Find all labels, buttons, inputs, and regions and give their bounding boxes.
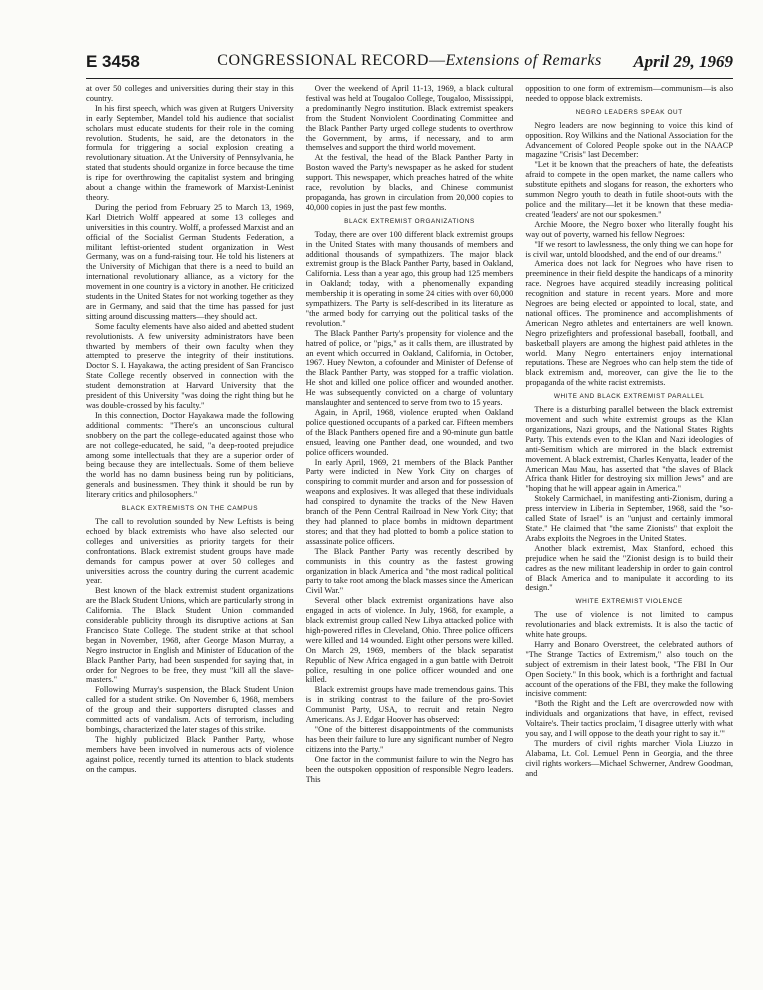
column-3 [525, 84, 733, 982]
paragraph: Following Murray's suspension, the Black Student Union called for a student strike. On November 6, 1968, members of the group and their supporters disrupted classes and committed acts of vandalism. Acts of terrorism, including bombings, characterized the later stages of this strike. [86, 685, 294, 734]
section-heading: BLACK EXTREMISTS ON THE CAMPUS [121, 505, 259, 513]
paragraph: opposition to one form of extremism—communism—is also needed to oppose black extremists. [525, 84, 734, 103]
paragraph: Stokely Carmichael, in manifesting anti-Zionism, during a press interview in Liberia in September, 1968, said the "so-called State of Israel" is an "unjust and certainly immoral State." He claimed that "the same Zionists" that exploit the Arabs exploits the Negroes in the United States. [525, 494, 734, 543]
section-heading: WHITE EXTREMIST VIOLENCE [575, 598, 683, 606]
text-columns [86, 84, 733, 982]
page-header [86, 52, 733, 79]
paragraph: The call to revolution sounded by New Leftists is being echoed by black extremists who have also selected our colleges and universities as priority targets for their confrontations. Black extremist student groups have made demands for campus power at over 50 colleges and universities across the country during the current academic year. [86, 516, 294, 586]
paragraph: Harry and Bonaro Overstreet, the celebrated authors of "The Strange Tactics of Extremism," also touch on the subject of extremism in their latest book, "The FBI In Our Open Society." In this book, which is a forthright and factual account of the operations of the FBI, they make the following incisive comment: [525, 639, 734, 699]
paragraph: Black extremist groups have made tremendous gains. This is in striking contrast to the failure of the pro-Soviet Communist Party, USA, to recruit and retain Negro Americans. As J. Edgar Hoover has observed: [305, 685, 514, 725]
paragraph: The Black Panther Party was recently described by communists in this country as the fastest growing organization in black America and "the most radical political party to take root among the black masses since the American Civil War." [305, 546, 514, 596]
page-number: E 3458 [86, 52, 140, 71]
issue-date: April 29, 1969 [633, 52, 733, 71]
section-heading: BLACK EXTREMIST ORGANIZATIONS [344, 217, 475, 225]
paragraph: at over 50 colleges and universities during their stay in this country. [86, 84, 294, 103]
paragraph: Best known of the black extremist student organizations are the Black Student Unions, which are particularly strong in California. The Black Student Union commanded considerable publicity through its disruptive actions at San Francisco State College. The student strike at that school began in November, 1968, after George Mason Murray, a Negro instructor in English and Minister of Education of the Black Panther Party, had been suspended for saying that, in order for Negroes to be free, they must "kill all the slave-masters." [86, 586, 294, 685]
paragraph: In his first speech, which was given at Rutgers University in early September, Mandel told his audience that socialist scholars must educate students for their role in the coming revolution. Students, he said, are the detonators in the formula for triggering a social explosion creating a revolutionary situation. At the University of Pennsylvania, he stated that students should organize in force because the time is ripe for overthrowing the capitalist system and bringing about a change within the framework of Marxist-Leninist theory. [86, 103, 294, 202]
paragraph: In this connection, Doctor Hayakawa made the following additional comments: "There's an unconscious cultural snobbery on the part the college-educated against those who are not college-educated, he said, "a deep-rooted prejudice among some intellectuals that they are a superior order of being because they are intellectuals. Some of them believe the world has no damn business being run by politicians, generals and businessmen. They think it should be run by literary critics and philosophers." [86, 410, 294, 500]
paragraph: There is a disturbing parallel between the black extremist movement and such white extremist groups as the Klan organizations, Nazi groups, and the National States Rights Party. This extends even to the Klan and Nazi ideologies of anti-Semitism which are mirrored in the black extremist movement. A black extremist, Charles Kenyatta, leader of the American Mau Mau, has asserted that "the slaves of Black Africa thank Hitler for destroying six million Jews" and are "hoping that he will appear again in America." [525, 405, 734, 494]
publication-title: CONGRESSIONAL RECORD [217, 52, 429, 69]
paragraph: The Black Panther Party's propensity for violence and the hatred of police, or "pigs," as it calls them, are illustrated by an event which occurred in Oakland, California, in October, 1967. Huey Newton, a cofounder and Minister of Defense of the Black Panther Party, was stopped for a traffic violation. He shot and killed one police officer and wounded another. He was subsequently convicted on a charge of voluntary manslaughter and sentenced to serve from two to 15 years. [305, 328, 514, 408]
paragraph: Several other black extremist organizations have also engaged in acts of violence. In July, 1968, for example, a black extremist group called New Libya attacked police with high-powered rifles in Cleveland, Ohio. Three police officers were killed and 14 wounded. Eight other persons were killed. On March 29, 1969, members of the black separatist Republic of New Africa engaged in a gun battle with Detroit police, resulting in one police officer wounded and one killed. [305, 596, 514, 685]
paragraph: "Let it be known that the preachers of hate, the defeatists afraid to compete in the open market, the name callers who substitute epithets and slogans for reason, the exhorters who summon Negro youth to death in futile shoot-outs with the police and the military—let it be known that these media-created 'leaders' are not our spokesmen." [525, 160, 734, 219]
paragraph: America does not lack for Negroes who have risen to preeminence in their field despite the handicaps of a minority race. Negroes have acquired steadily increasing political recognition and stature in recent years. More and more Negroes are being elected or appointed to local, state, and national offices. The prominence and accomplishments of American Negro athletes and entertainers are well known. Negro prizefighters and professional baseball, football, and basketball players are among the highest paid athletes in the world. Many Negro entertainers enjoy international reputations. These are Negroes who can help stem the tide of black extremism and, moreover, can give the lie to the propaganda of the white racist extremists. [525, 259, 734, 388]
paragraph: Again, in April, 1968, violence erupted when Oakland police questioned occupants of a parked car. Fifteen members of the Black Panthers opened fire and a 90-minute gun battle ensued, leaving one Panther dead, one wounded, and two police officers wounded. [305, 408, 514, 457]
paragraph: Some faculty elements have also aided and abetted student revolutionists. A few university administrators have been thwarted by members of their own faculty when they attempted to preserve the integrity of their institutions. Doctor S. I. Hayakawa, the acting president of San Francisco State College recently observed in connection with the student demonstration at Harvard University that the president of this University "was doing the right thing but he was double-crossed by his faculty." [86, 321, 294, 410]
section-heading: NEGRO LEADERS SPEAK OUT [575, 108, 683, 116]
paragraph: Archie Moore, the Negro boxer who literally fought his way out of poverty, warned his fellow Negroes: [525, 219, 734, 239]
paragraph: Over the weekend of April 11-13, 1969, a black cultural festival was held at Tougaloo College, Tougaloo, Mississippi, a predominantly Negro institution. Black extremist speakers from the Student Nonviolent Coordinating Committee and the Black Panther Party urged college students to overthrow the Government, by arms, if necessary, and to arm themselves and support the third world movement. [305, 84, 514, 153]
paragraph: "Both the Right and the Left are overcrowded now with individuals and organizations that have, in effect, revised Voltaire's. Their tactics proclaim, 'I disagree utterly with what you say, and I will oppose to the death your right to say it.'" [525, 699, 734, 739]
paragraph: "One of the bitterest disappointments of the communists has been their failure to lure any significant number of Negro citizens into the Party." [305, 725, 514, 754]
paragraph: The highly publicized Black Panther Party, whose members have been involved in numerous acts of violence against police, recently turned its attention to black students on the campus. [86, 734, 294, 774]
paragraph: One factor in the communist failure to win the Negro has been the outspoken opposition of responsible Negro leaders. This [305, 754, 514, 784]
paragraph: In early April, 1969, 21 members of the Black Panther Party were indicted in New York City on charges of conspiring to commit murder and arson and for possession of weapons and explosives. It was alleged that these individuals had conspired to dynamite the tracks of the New Haven branch of the Penn Central Railroad in New York City; that they had planned to place bombs in midtown department stores; and that they had plotted to bomb a police station to assassinate police officers. [305, 457, 514, 546]
section-heading: WHITE AND BLACK EXTREMIST PARALLEL [553, 393, 705, 401]
paragraph: The murders of civil rights marcher Viola Liuzzo in Alabama, Lt. Col. Lemuel Penn in Georgia, and the three civil rights workers—Michael Schwerner, Andrew Goodman, and [525, 739, 734, 778]
column-2 [306, 84, 514, 982]
paragraph: The use of violence is not limited to campus revolutionaries and black extremists. It is also the tactic of white hate groups. [525, 610, 734, 640]
paragraph: "If we resort to lawlessness, the only thing we can hope for is civil war, untold bloodshed, and the end of our dreams." [525, 239, 734, 259]
column-1 [86, 84, 294, 982]
paragraph: At the festival, the head of the Black Panther Party in Boston waved the Party's newspaper as he asked for student support. This newspaper, which preaches hatred of the white race, revolution by blacks, and Chinese communist propaganda, has grown in circulation from 20,000 copies to 40,000 copies in just the past few months. [305, 153, 514, 212]
title-separator: — [428, 52, 446, 69]
paragraph: Negro leaders are now beginning to voice this kind of opposition. Roy Wilkins and the National Association for the Advancement of Colored People spoke out in the NAACP magazine "Crisis" last December: [525, 120, 734, 160]
paragraph: Today, there are over 100 different black extremist groups in the United States with many thousands of members and additional thousands of sympathizers. The major black extremist group is the Black Panther Party, based in Oakland, California. Less than a year ago, this group had 125 members in Oakland; today, with a phenomenally expanding membership it is operating in some 24 cities with over 60,000 sympathizers. The Party is self-described in its literature as "the armed body for carrying out the political tasks of the revolution." [305, 229, 514, 328]
paragraph: Another black extremist, Max Stanford, echoed this prejudice when he said the "Zionist design is to build their cadres as the new militant leadership in order to gain control of Black America and to manipulate it according to its design." [525, 543, 734, 593]
paragraph: During the period from February 25 to March 13, 1969, Karl Dietrich Wolff appeared at some 13 colleges and universities in this country. Wolff, a professed Marxist and an official of the Socialist German Students Federation, a militant leftist-oriented student organization in West Germany, was on a fund-raising tour. He told his listeners at the University of Michigan that there is a need to build an international revolutionary alliance, as a victory for the movement in one country is a victory in another. He criticized students in the United States for not working together as they are in Germany, and said that the time has passed for just sitting around discussing matters—they should act. [86, 202, 294, 321]
section-title: Extensions of Remarks [445, 52, 602, 69]
